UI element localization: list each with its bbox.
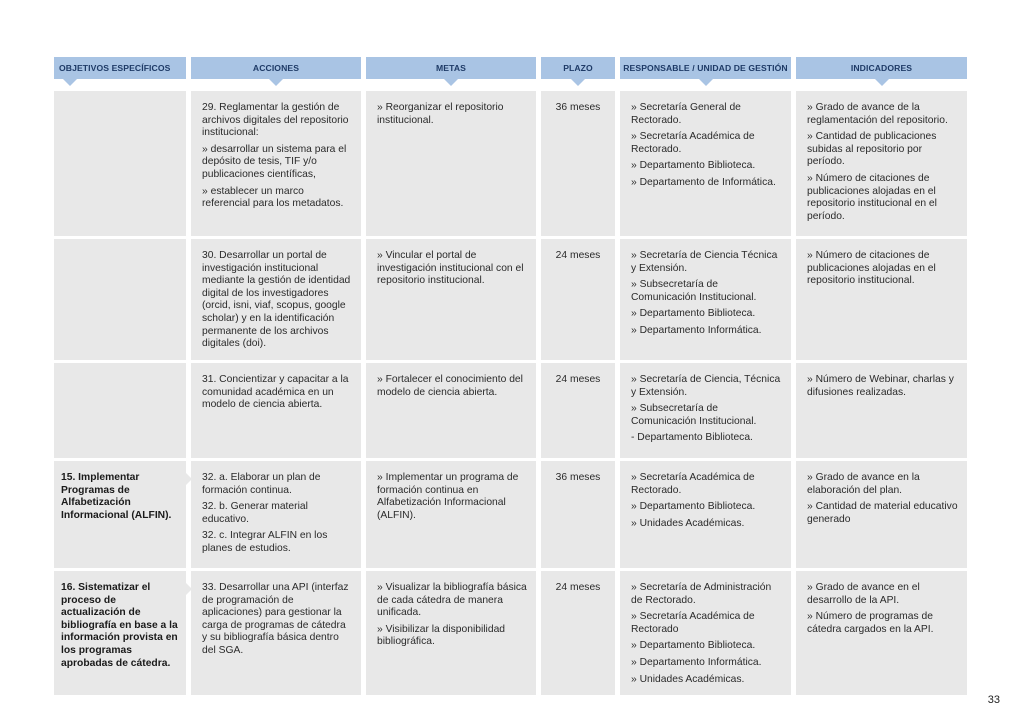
indicadores-cell	[796, 363, 967, 458]
responsable-cell	[620, 91, 791, 236]
responsables-item: » Departamento Biblioteca.	[631, 501, 756, 513]
plazo-cell	[541, 91, 615, 236]
metas-item: » Fortalecer el conocimiento del modelo de ciencia abierta.	[377, 374, 523, 398]
indicadores-item: » Número de programas de cátedra cargados en la API.	[807, 611, 934, 635]
acciones-cell	[191, 461, 361, 568]
metas-cell	[366, 461, 536, 568]
responsables-item: » Departamento Biblioteca.	[631, 308, 756, 320]
acciones-item: 32. a. Elaborar un plan de formación continua.	[202, 472, 321, 496]
responsables-item: » Unidades Académicas.	[631, 673, 745, 685]
objetivo-cell	[54, 571, 186, 695]
indicadores-item: » Número de citaciones de publicaciones alojadas en el repositorio institucional en el período.	[807, 172, 937, 222]
plazo-cell	[541, 239, 615, 360]
plazo-text: 36 meses	[555, 472, 601, 483]
header-acciones: ACCIONES	[191, 57, 361, 79]
acciones-item: 32. b. Generar material educativo.	[202, 501, 308, 525]
header-indicadores: INDICADORES	[796, 57, 967, 79]
responsables-item: » Departamento Informática.	[631, 324, 762, 336]
metas-item: » Reorganizar el repositorio institucional.	[377, 102, 504, 126]
metas-cell	[366, 571, 536, 695]
metas-cell	[366, 363, 536, 458]
objetivo-cell	[54, 91, 186, 236]
objetivo-cell	[54, 363, 186, 458]
responsables-item: - Departamento Biblioteca.	[631, 432, 753, 444]
indicadores-cell	[796, 461, 967, 568]
acciones-item: 31. Concientizar y capacitar a la comunidad académica en un modelo de ciencia abierta.	[202, 374, 349, 411]
responsables-item: » Departamento Biblioteca.	[631, 160, 756, 172]
responsables-item: » Departamento Biblioteca.	[631, 640, 756, 652]
indicadores-item: » Número de citaciones de publicaciones alojadas en el repositorio institucional.	[807, 250, 936, 287]
acciones-cell	[191, 571, 361, 695]
metas-cell	[366, 239, 536, 360]
responsables-item: » Subsecretaría de Comunicación Institucional.	[631, 279, 757, 303]
metas-item: » Vincular el portal de investigación institucional con el repositorio institucional.	[377, 250, 524, 287]
responsables-item: » Subsecretaría de Comunicación Institucional.	[631, 403, 757, 427]
objectives-table	[54, 57, 967, 695]
responsable-cell	[620, 571, 791, 695]
indicadores-item: » Número de Webinar, charlas y difusiones realizadas.	[807, 374, 954, 398]
responsables-item: » Secretaría Académica de Rectorado	[631, 611, 755, 635]
acciones-item: 30. Desarrollar un portal de investigación institucional mediante la gestión de identidad digital de los investigadores (orcid, isni, viaf, scopus, google scholar) y en la identificación permanente de los archivos digitales (doi).	[202, 250, 351, 350]
plazo-text: 24 meses	[555, 250, 601, 261]
responsables-item: » Secretaría de Ciencia Técnica y Extensión.	[631, 250, 778, 274]
acciones-item: 32. c. Integrar ALFIN en los planes de estudios.	[202, 530, 328, 554]
indicadores-cell	[796, 571, 967, 695]
acciones-cell	[191, 363, 361, 458]
responsables-item: » Secretaría General de Rectorado.	[631, 102, 741, 126]
header-metas: METAS	[366, 57, 536, 79]
acciones-item: » establecer un marco referencial para los metadatos.	[202, 185, 344, 210]
indicadores-cell	[796, 239, 967, 360]
objetivo-cell	[54, 239, 186, 360]
responsable-cell	[620, 239, 791, 360]
plazo-cell	[541, 363, 615, 458]
responsable-cell	[620, 461, 791, 568]
header-plazo: PLAZO	[541, 57, 615, 79]
indicadores-item: » Cantidad de material educativo generado	[807, 501, 958, 525]
objetivo-text: 16. Sistematizar el proceso de actualización de bibliografía en base a la información provista en los programas aprobadas de cátedra.	[61, 582, 178, 669]
metas-item: » Visibilizar la disponibilidad bibliográfica.	[377, 623, 506, 648]
metas-item: » Implementar un programa de formación continua en Alfabetización Informacional (ALFIN).	[377, 472, 519, 521]
responsable-cell	[620, 363, 791, 458]
objetivo-text: 15. Implementar Programas de Alfabetización Informacional (ALFIN).	[61, 472, 172, 521]
responsables-item: » Departamento Informática.	[631, 656, 762, 668]
responsables-item: » Secretaría Académica de Rectorado.	[631, 472, 755, 496]
header-objetivos: OBJETIVOS ESPECÍFICOS	[54, 57, 186, 79]
responsables-item: » Secretaría de Ciencia, Técnica y Extensión.	[631, 374, 781, 398]
acciones-cell	[191, 91, 361, 236]
plazo-cell	[541, 461, 615, 568]
plazo-text: 36 meses	[555, 102, 601, 113]
indicadores-item: » Cantidad de publicaciones subidas al repositorio por período.	[807, 131, 937, 168]
acciones-cell	[191, 239, 361, 360]
metas-cell	[366, 91, 536, 236]
plazo-text: 24 meses	[555, 374, 601, 385]
responsables-item: » Unidades Académicas.	[631, 517, 745, 529]
page-number: 33	[987, 694, 1000, 706]
metas-item: » Visualizar la bibliografía básica de cada cátedra de manera unificada.	[377, 582, 527, 619]
indicadores-item: » Grado de avance en el desarrollo de la API.	[807, 582, 920, 606]
acciones-item: 29. Reglamentar la gestión de archivos digitales del repositorio institucional:	[202, 102, 349, 139]
indicadores-cell	[796, 91, 967, 236]
acciones-item: » desarrollar un sistema para el depósito de tesis, TIF y/o publicaciones científicas,	[202, 143, 347, 180]
indicadores-item: » Grado de avance de la reglamentación del repositorio.	[807, 102, 948, 126]
plazo-text: 24 meses	[555, 582, 601, 593]
responsables-item: » Secretaría de Administración de Rectorado.	[631, 582, 772, 606]
objetivo-cell	[54, 461, 186, 568]
responsables-item: » Secretaría Académica de Rectorado.	[631, 131, 755, 155]
indicadores-item: » Grado de avance en la elaboración del plan.	[807, 472, 920, 496]
header-responsable: RESPONSABLE / UNIDAD DE GESTIÓN	[620, 57, 791, 79]
plazo-cell	[541, 571, 615, 695]
responsables-item: » Departamento de Informática.	[631, 176, 776, 188]
acciones-item: 33. Desarrollar una API (interfaz de programación de aplicaciones) para gestionar la carga de programas de cátedra y su bibliografía básica dentro del SGA.	[202, 582, 349, 656]
